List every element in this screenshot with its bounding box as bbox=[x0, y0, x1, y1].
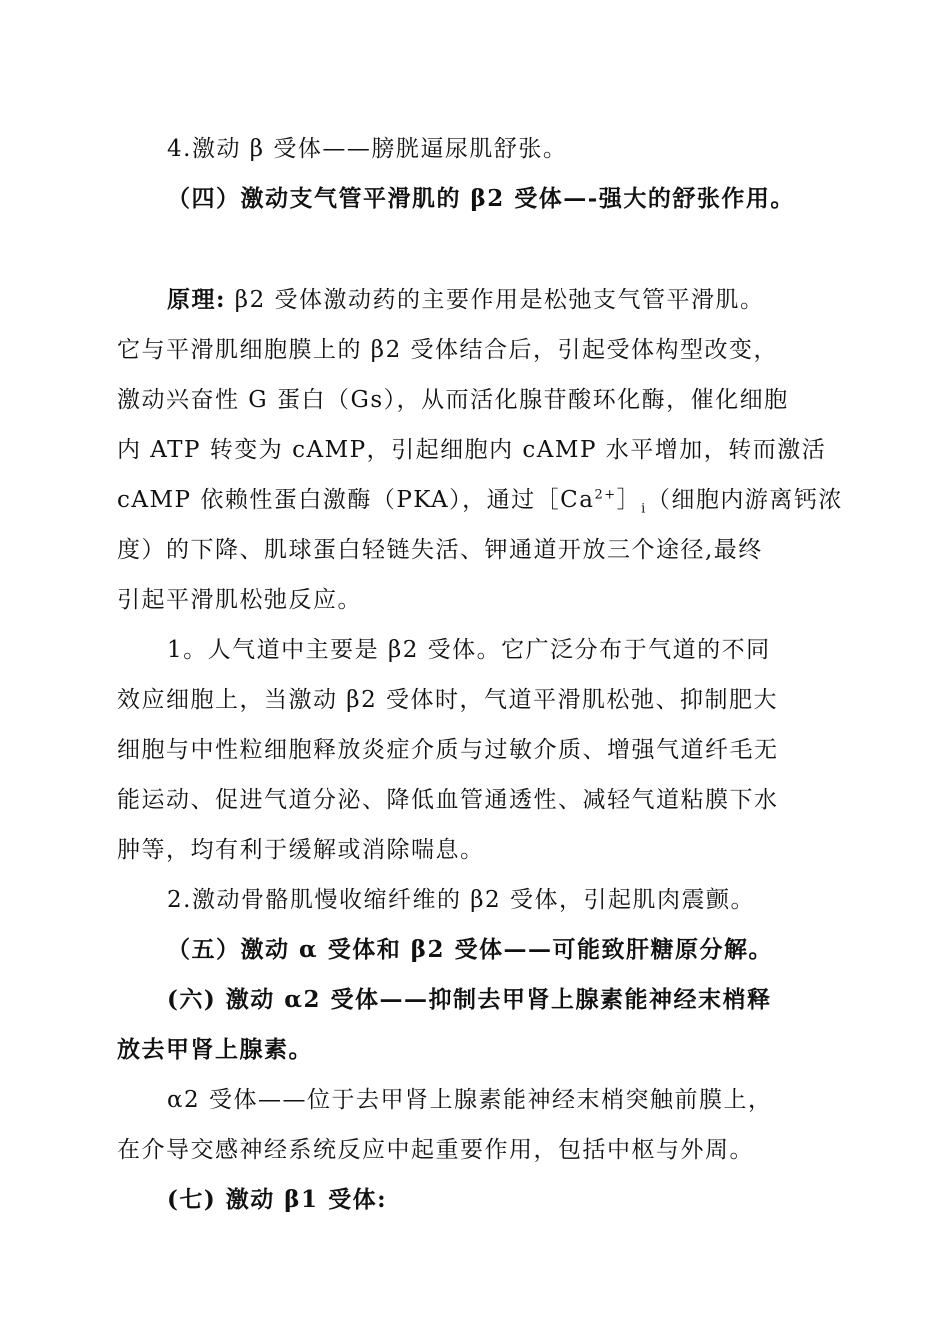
paragraph-line: 内 ATP 转变为 cAMP，引起细胞内 cAMP 水平增加，转而激活 bbox=[117, 437, 827, 463]
section-heading-7: (七) 激动 β1 受体: bbox=[167, 1186, 388, 1213]
paragraph-line: α2 受体——位于去甲肾上腺素能神经末梢突触前膜上， bbox=[167, 1087, 773, 1113]
paragraph-line: 引起平滑肌松弛反应。 bbox=[117, 587, 362, 613]
section-heading-4: （四）激动支气管平滑肌的 β2 受体—-强大的舒张作用。 bbox=[167, 185, 795, 212]
section-heading-6-cont: 放去甲肾上腺素。 bbox=[117, 1036, 313, 1063]
superscript: 2+ bbox=[594, 487, 617, 503]
paragraph-line: 1。人气道中主要是 β2 受体。它广泛分布于气道的不同 bbox=[167, 637, 771, 663]
paragraph-line: 在介导交感神经系统反应中起重要作用，包括中枢与外周。 bbox=[117, 1137, 754, 1163]
principle-label: 原理: bbox=[167, 286, 226, 313]
paragraph-line: 激动兴奋性 G 蛋白（Gs），从而活化腺苷酸环化酶，催化细胞 bbox=[117, 387, 789, 413]
paragraph-line bbox=[117, 485, 843, 515]
paragraph-line: 它与平滑肌细胞膜上的 β2 受体结合后，引起受体构型改变， bbox=[117, 337, 779, 363]
paragraph-line: 效应细胞上，当激动 β2 受体时，气道平滑肌松弛、抑制肥大 bbox=[117, 687, 779, 713]
paragraph-line: 肿等，均有利于缓解或消除喘息。 bbox=[117, 837, 485, 863]
paragraph-line: 2.激动骨骼肌慢收缩纤维的 β2 受体，引起肌肉震颤。 bbox=[167, 887, 755, 913]
text-fragment: （细胞内游离钙浓 bbox=[646, 487, 843, 513]
text-fragment: cAMP 依赖性蛋白激酶（PKA），通过［Ca bbox=[117, 487, 595, 513]
principle-text: β2 受体激动药的主要作用是松弛支气管平滑肌。 bbox=[226, 287, 765, 313]
paragraph-line: 能运动、促进气道分泌、降低血管通透性、减轻气道粘膜下水 bbox=[117, 787, 779, 813]
text-fragment: ］ bbox=[616, 487, 642, 513]
subscript: i bbox=[641, 501, 647, 517]
paragraph-line: 细胞与中性粒细胞释放炎症介质与过敏介质、增强气道纤毛无 bbox=[117, 737, 779, 763]
section-heading-6: (六) 激动 α2 受体——抑制去甲肾上腺素能神经末梢释 bbox=[167, 986, 772, 1013]
paragraph-line bbox=[167, 285, 765, 315]
paragraph-line: 4.激动 β 受体——膀胱逼尿肌舒张。 bbox=[167, 136, 568, 162]
section-heading-5: （五）激动 α 受体和 β2 受体——可能致肝糖原分解。 bbox=[167, 936, 774, 963]
paragraph-line: 度）的下降、肌球蛋白轻链失活、钾通道开放三个途径,最终 bbox=[117, 537, 763, 563]
